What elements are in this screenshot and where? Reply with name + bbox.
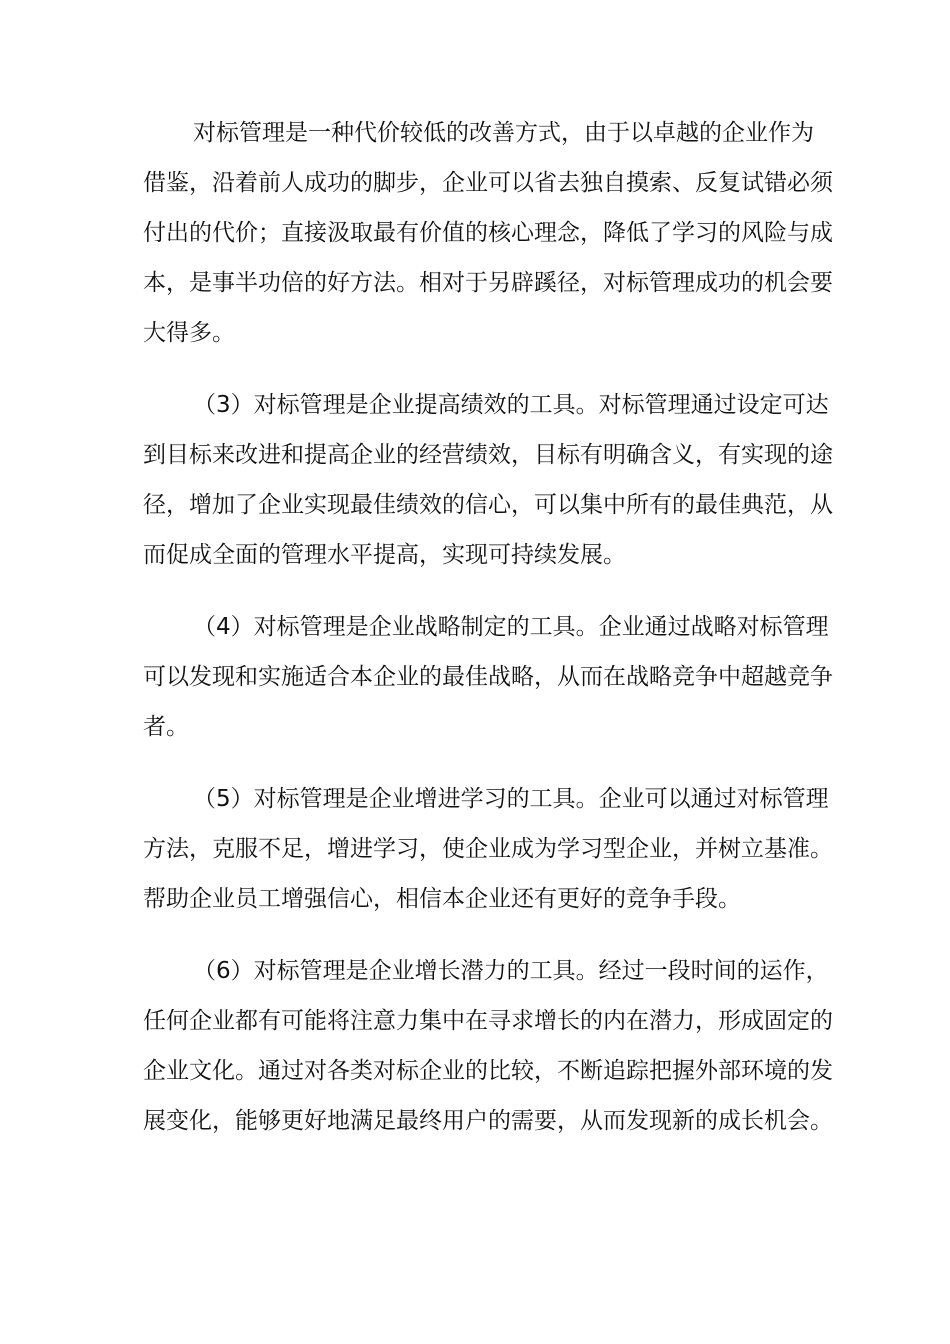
paragraph-line: （3）对标管理是企业提高绩效的工具。对标管理通过设定可达 [193, 392, 829, 418]
paragraph-item-4-strategy [143, 602, 833, 752]
paragraph-line: 帮助企业员工增强信心，相信本企业还有更好的竞争手段。 [143, 886, 741, 912]
paragraph-line: 企业文化。通过对各类对标企业的比较，不断追踪把握外部环境的发 [143, 1058, 833, 1084]
paragraph-line: 径，增加了企业实现最佳绩效的信心，可以集中所有的最佳典范，从 [143, 492, 833, 518]
paragraph-line: 任何企业都有可能将注意力集中在寻求增长的内在潜力，形成固定的 [143, 1008, 833, 1034]
paragraph-line: （6）对标管理是企业增长潜力的工具。经过一段时间的运作， [193, 958, 829, 984]
paragraph-line: 本，是事半功倍的好方法。相对于另辟蹊径，对标管理成功的机会要 [143, 270, 833, 296]
paragraph-line: 借鉴，沿着前人成功的脚步，企业可以省去独自摸索、反复试错必须 [143, 170, 833, 196]
paragraph-line: 而促成全面的管理水平提高，实现可持续发展。 [143, 542, 626, 568]
paragraph-line: 方法，克服不足，增进学习，使企业成为学习型企业，并树立基准。 [143, 836, 833, 862]
paragraph-line: （4）对标管理是企业战略制定的工具。企业通过战略对标管理 [193, 614, 829, 640]
paragraph-item-3-performance [143, 380, 833, 580]
paragraph-line: 展变化，能够更好地满足最终用户的需要，从而发现新的成长机会。 [143, 1108, 833, 1134]
paragraph-line: 到目标来改进和提高企业的经营绩效，目标有明确含义，有实现的途 [143, 442, 833, 468]
paragraph-line: 对标管理是一种代价较低的改善方式，由于以卓越的企业作为 [193, 120, 814, 146]
paragraph-line: 者。 [143, 714, 189, 740]
paragraph-line: （5）对标管理是企业增进学习的工具。企业可以通过对标管理 [193, 786, 829, 812]
paragraph-line: 可以发现和实施适合本企业的最佳战略，从而在战略竞争中超越竞争 [143, 664, 833, 690]
paragraph-line: 付出的代价；直接汲取最有价值的核心理念，降低了学习的风险与成 [143, 220, 833, 246]
paragraph-item-5-learning [143, 774, 833, 924]
paragraph-line: 大得多。 [143, 320, 235, 346]
paragraph-item-6-growth [143, 946, 833, 1146]
paragraph-low-cost-improvement [143, 108, 833, 358]
